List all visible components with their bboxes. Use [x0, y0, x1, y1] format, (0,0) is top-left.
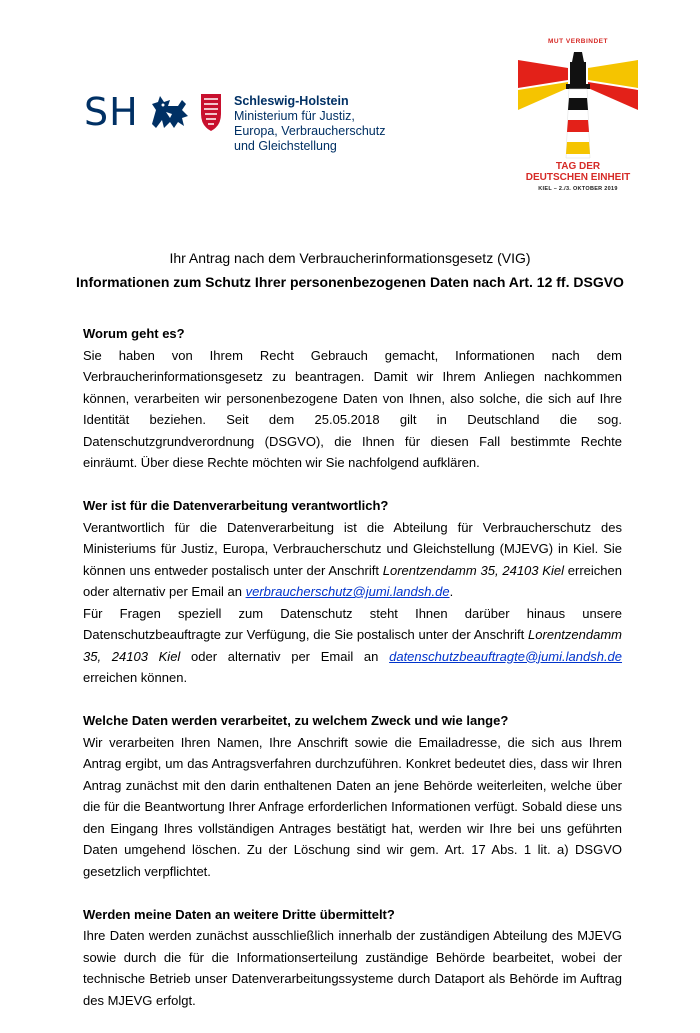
document-body — [83, 323, 622, 1033]
lighthouse-icon — [518, 48, 638, 168]
unity-day-badge — [518, 28, 638, 200]
section-data-processing — [83, 710, 622, 882]
consumer-protection-email-link[interactable]: verbraucherschutz@jumi.landsh.de — [245, 584, 450, 599]
ministry-name — [234, 94, 414, 154]
badge-title — [518, 161, 638, 183]
text-run: Für Fragen speziell zum Datenschutz steht Ihnen darüber hinaus unsere Datenschutzbeauftragte zur Verfügung, die Sie postalisch unter der Anschrift — [83, 605, 622, 642]
section-text: Sie haben von Ihrem Recht Gebrauch gemacht, Informationen nach dem Verbraucherinformationsgesetz zu beantragen. Damit wir Ihrem Anliegen nachkommen können, verarbeiten wir personenbezogene Daten von Ihnen, also solche, die sich auf Ihre Identität beziehen. Seit dem 25.05.2018 gilt in Deutschland die sog. Datenschutzgrundverordnung (DSGVO), die Ihnen für diesen Fall bestimmte Rechte einräumt. Über diese Rechte möchten wir Sie nachfolgend aufklären. — [83, 347, 622, 470]
postal-address: Lorentzendamm 35, 24103 Kiel — [83, 627, 622, 664]
ministry-line-1: Ministerium für Justiz, — [234, 109, 355, 123]
text-run: erreichen können. — [83, 670, 188, 685]
text-run: . — [449, 584, 454, 599]
state-name: Schleswig-Holstein — [234, 94, 349, 108]
section-purpose — [83, 323, 622, 474]
postal-address: Lorentzendamm 35, 24103 Kiel — [382, 562, 564, 578]
logo-letters: SH — [84, 90, 139, 134]
ministry-line-2: Europa, Verbraucherschutz — [234, 124, 386, 138]
section-text: Ihre Daten werden zunächst ausschließlich innerhalb der zuständigen Abteilung des MJEVG sowie durch die für die Informationserteilung zuständige Behörde bearbeitet, wobei der technische Betrieb unser Datenverarbeitungssysteme durch Dataport als Behörde im Auftrag des MJEVG erfolgt. — [83, 928, 622, 1008]
controller-paragraph — [83, 517, 622, 603]
nettle-crest-icon — [200, 92, 222, 132]
badge-date: KIEL – 2./3. OKTOBER 2019 — [538, 186, 618, 192]
section-heading: Welche Daten werden verarbeitet, zu welchem Zweck und wie lange? — [83, 713, 509, 728]
document-title: Informationen zum Schutz Ihrer personenbezogenen Daten nach Art. 12 ff. DSGVO — [76, 274, 624, 290]
section-heading: Wer ist für die Datenverarbeitung verantwortlich? — [83, 498, 389, 513]
lion-emblem-icon — [148, 94, 192, 132]
badge-motto: MUT VERBINDET — [548, 38, 608, 45]
data-protection-officer-email-link[interactable]: datenschutzbeauftragte@jumi.landsh.de — [389, 648, 623, 664]
section-third-parties — [83, 904, 622, 1012]
section-heading: Worum geht es? — [83, 326, 185, 341]
text-run: oder alternativ per Email an — [180, 648, 390, 664]
section-controller — [83, 495, 622, 689]
badge-title-line-2: DEUTSCHEN EINHEIT — [525, 172, 631, 183]
ministry-line-3: und Gleichstellung — [234, 139, 337, 153]
dpo-paragraph — [83, 603, 622, 689]
text-run: erreichen oder alternativ per Email an — [83, 562, 622, 599]
document-subtitle: Ihr Antrag nach dem Verbraucherinformationsgesetz (VIG) — [169, 250, 531, 266]
section-heading: Werden meine Daten an weitere Dritte übermittelt? — [83, 906, 395, 922]
badge-title-line-1: TAG DER — [555, 161, 601, 172]
text-run: Verantwortlich für die Datenverarbeitung ist die Abteilung für Verbraucherschutz des Ministeriums für Justiz, Europa, Verbraucherschutz und Gleichstellung (MJEVG) in Kiel. Sie können uns entweder postalisch unter der Anschrift — [83, 519, 622, 578]
section-text: Wir verarbeiten Ihren Namen, Ihre Anschrift sowie die Emailadresse, die sich aus Ihrem Antrag ergibt, um das Antragsverfahren durchzuführen. Konkret bedeutet dies, dass wir Ihren Antrag zunächst mit den darin enthaltenen Daten an jene Behörde weiterleiten, welche über die für die Beantwortung Ihrer Anfrage erforderlichen Informationen verfügt. Sobald diese uns den Eingang Ihres vollständigen Antrages bestätigt hat, werden wir Ihre bei uns geführten Daten umgehend löschen. Zu der Löschung sind wir gem. Art. 17 Abs. 1 lit. a) DSGVO gesetzlich verpflichtet. — [83, 734, 622, 879]
